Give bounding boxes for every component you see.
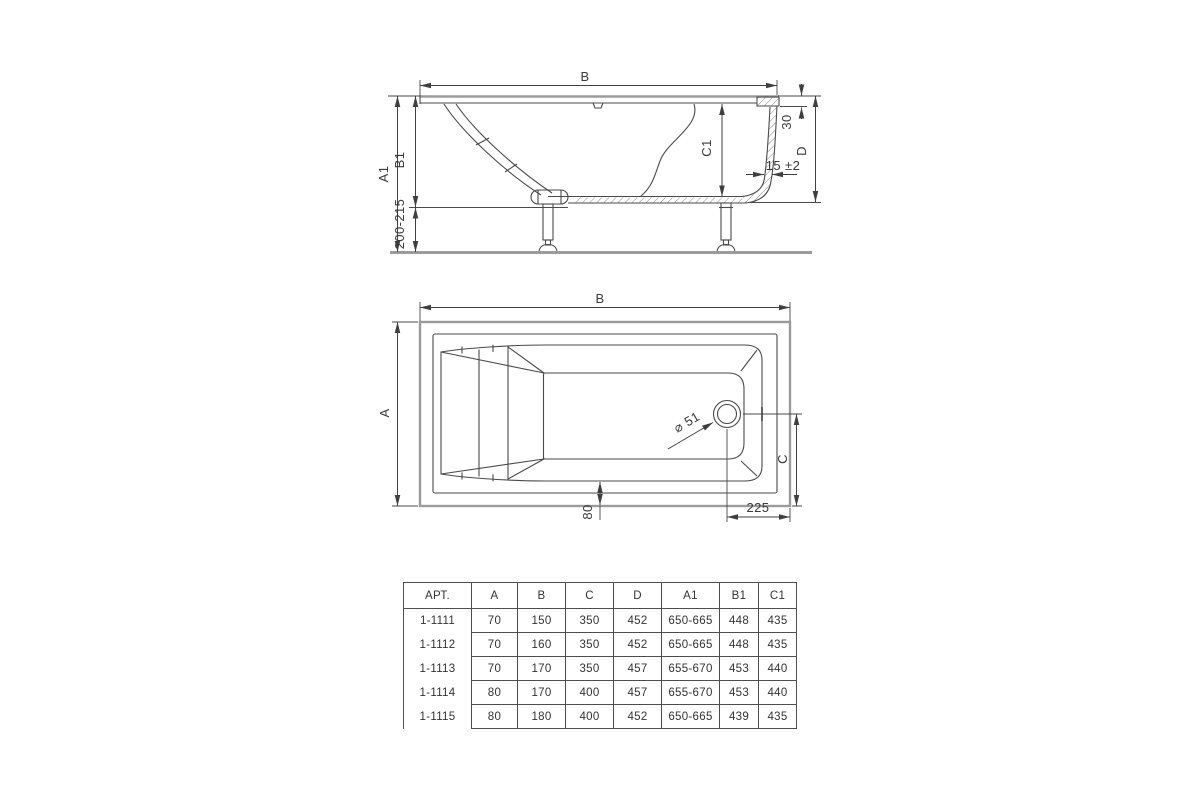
table-row <box>404 681 797 705</box>
column-header-c: C <box>566 583 614 609</box>
drain-hole <box>714 401 741 428</box>
dim-label-b1: B1 <box>392 151 407 169</box>
table-cell: 655-670 <box>662 657 720 681</box>
table-cell: 160 <box>518 633 566 657</box>
rim-section-hatch <box>757 97 779 106</box>
spec-table <box>403 582 797 729</box>
backrest-fan-lines <box>441 347 544 479</box>
table-row <box>404 633 797 657</box>
dim-label-height-adjust: 200-215 <box>392 198 407 250</box>
corner-diagonals <box>741 350 757 476</box>
table-cell: 400 <box>566 681 614 705</box>
table-cell: 180 <box>518 705 566 729</box>
dim-label-b: B <box>580 69 590 84</box>
table-cell: 400 <box>566 705 614 729</box>
dim-label-a1: A1 <box>376 165 391 183</box>
tub-rim-inner-edge <box>433 334 777 493</box>
column-header-article: АРТ. <box>404 583 472 609</box>
right-leg <box>715 203 737 252</box>
table-cell: 435 <box>759 705 797 729</box>
table-cell: 350 <box>566 657 614 681</box>
table-cell-article: 1-1115 <box>404 705 472 729</box>
table-cell: 453 <box>720 681 759 705</box>
backrest-contour-lines <box>479 347 508 480</box>
table-cell: 80 <box>472 681 518 705</box>
table-cell: 70 <box>472 657 518 681</box>
table-cell: 435 <box>759 609 797 633</box>
backrest-slope-outer <box>444 104 541 195</box>
dim-label-30: 30 <box>779 114 794 130</box>
dim-label-225: 225 <box>746 500 770 515</box>
dim-label-b-top: B <box>595 291 605 306</box>
overflow-notch <box>593 103 603 108</box>
column-header-d: D <box>614 583 662 609</box>
table-cell: 453 <box>720 657 759 681</box>
table-row <box>404 657 797 681</box>
side-view-drawing <box>376 69 821 253</box>
dim-label-80: 80 <box>580 504 595 520</box>
table-cell: 650-665 <box>662 609 720 633</box>
table-cell: 150 <box>518 609 566 633</box>
table-cell: 452 <box>614 705 662 729</box>
table-cell-article: 1-1113 <box>404 657 472 681</box>
inner-contour-curve <box>641 104 695 196</box>
table-cell: 650-665 <box>662 633 720 657</box>
table-cell: 650-665 <box>662 705 720 729</box>
table-cell-article: 1-1112 <box>404 633 472 657</box>
table-cell: 70 <box>472 633 518 657</box>
table-cell: 452 <box>614 609 662 633</box>
table-cell: 80 <box>472 705 518 729</box>
table-cell: 350 <box>566 609 614 633</box>
table-cell: 448 <box>720 609 759 633</box>
table-cell: 452 <box>614 633 662 657</box>
table-row <box>404 609 797 633</box>
dim-label-c1: C1 <box>699 139 714 157</box>
table-cell: 440 <box>759 681 797 705</box>
column-header-a: A <box>472 583 518 609</box>
slope-tick-marks <box>476 138 517 172</box>
left-leg <box>537 204 559 252</box>
tub-outer-wall <box>568 106 777 203</box>
column-header-b1: B1 <box>720 583 759 609</box>
tub-inner-wall <box>548 107 770 197</box>
contour-tick-marks <box>462 345 493 481</box>
table-cell: 439 <box>720 705 759 729</box>
column-header-c1: C1 <box>759 583 797 609</box>
table-cell: 655-670 <box>662 681 720 705</box>
table-cell: 440 <box>759 657 797 681</box>
top-view-drawing <box>377 291 802 522</box>
column-header-a1: A1 <box>662 583 720 609</box>
dim-label-d: D <box>794 146 809 156</box>
dim-label-a: A <box>377 408 392 418</box>
backrest-slope-inner <box>456 104 552 193</box>
table-cell-article: 1-1114 <box>404 681 472 705</box>
table-header-row <box>404 583 797 609</box>
table-cell: 70 <box>472 609 518 633</box>
table-row <box>404 705 797 729</box>
bottom-section-hatch <box>575 198 747 203</box>
table-cell: 350 <box>566 633 614 657</box>
table-cell-article: 1-1111 <box>404 609 472 633</box>
table-cell: 170 <box>518 681 566 705</box>
table-cell: 448 <box>720 633 759 657</box>
column-header-b: B <box>518 583 566 609</box>
table-cell: 457 <box>614 657 662 681</box>
dim-label-drain-diameter: ⌀ 51 <box>671 408 703 436</box>
table-cell: 457 <box>614 681 662 705</box>
dim-label-wall-thickness: 15 ±2 <box>765 158 801 173</box>
table-cell: 170 <box>518 657 566 681</box>
dim-label-c: C <box>775 454 790 464</box>
table-cell: 435 <box>759 633 797 657</box>
